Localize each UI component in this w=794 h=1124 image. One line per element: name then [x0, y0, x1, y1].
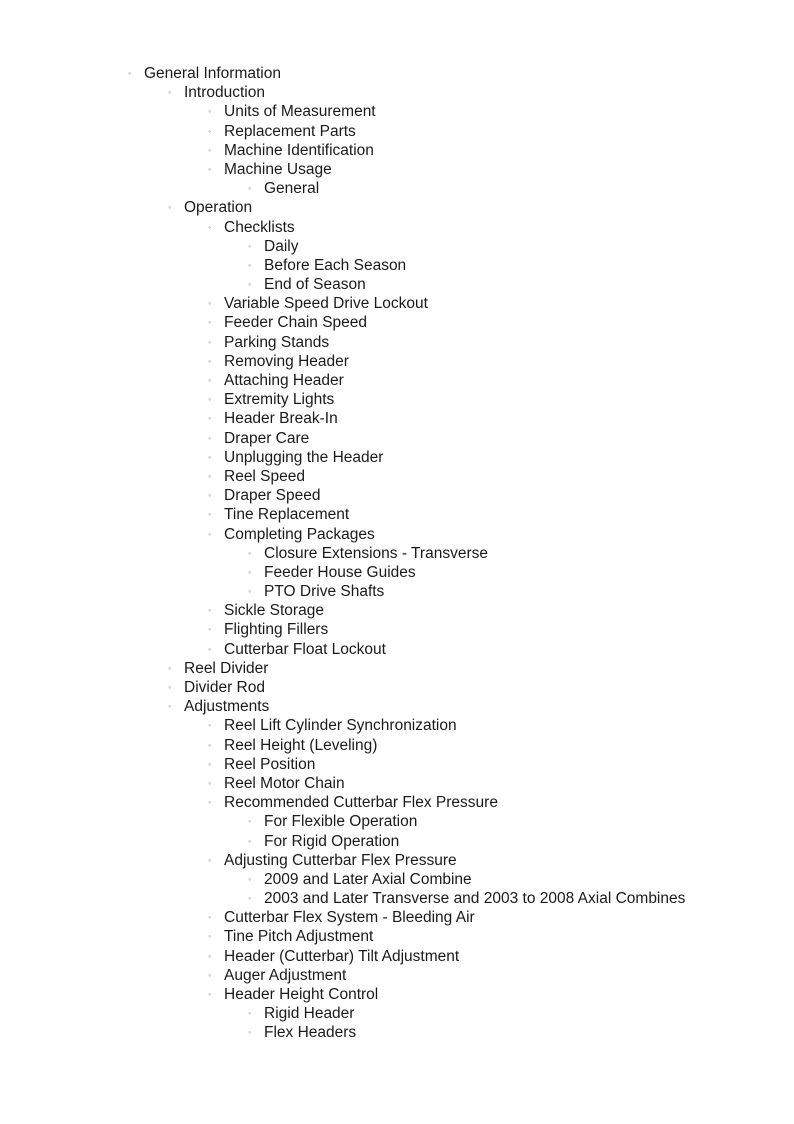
bullet-icon: ◦ — [208, 490, 212, 501]
toc-item-label: Parking Stands — [224, 333, 330, 351]
bullet-icon: ◦ — [208, 163, 212, 174]
toc-item-label: Before Each Season — [264, 256, 407, 274]
toc-item-label: Replacement Parts — [224, 122, 356, 140]
toc-item[interactable] — [0, 697, 794, 716]
toc-item[interactable] — [0, 716, 794, 735]
bullet-icon: ◦ — [208, 758, 212, 769]
bullet-icon: ◦ — [128, 68, 132, 78]
toc-item[interactable] — [0, 409, 794, 428]
toc-item[interactable] — [0, 198, 794, 217]
bullet-icon: ◦ — [248, 547, 252, 558]
bullet-icon: ◦ — [208, 931, 212, 942]
toc-item-label: Adjusting Cutterbar Flex Pressure — [224, 851, 457, 869]
toc-item[interactable] — [0, 544, 794, 563]
toc-item-label: Closure Extensions - Transverse — [264, 544, 488, 562]
toc-item[interactable] — [0, 505, 794, 524]
toc-item[interactable] — [0, 218, 794, 237]
toc-item-label: Tine Replacement — [224, 506, 350, 524]
bullet-icon: ◦ — [248, 835, 252, 846]
bullet-icon: ◦ — [208, 854, 212, 865]
table-of-contents — [0, 64, 794, 1043]
bullet-icon: ◦ — [208, 106, 212, 117]
toc-item-label: Variable Speed Drive Lockout — [224, 295, 428, 313]
toc-item[interactable] — [0, 774, 794, 793]
toc-item-label: Unplugging the Header — [224, 448, 384, 466]
bullet-icon: ◦ — [208, 950, 212, 961]
bullet-icon: ◦ — [208, 144, 212, 155]
bullet-icon: ◦ — [208, 912, 212, 923]
toc-item[interactable] — [0, 832, 794, 851]
toc-item[interactable] — [0, 371, 794, 390]
toc-item[interactable] — [0, 313, 794, 332]
bullet-icon: ◦ — [208, 720, 212, 731]
toc-item[interactable] — [0, 429, 794, 448]
toc-item-label: Introduction — [184, 84, 265, 102]
bullet-icon: ◦ — [248, 240, 252, 251]
bullet-icon: ◦ — [208, 394, 212, 405]
bullet-icon: ◦ — [168, 701, 172, 712]
bullet-icon: ◦ — [208, 989, 212, 999]
toc-item-label: Divider Rod — [184, 679, 265, 696]
toc-item-label: Attaching Header — [224, 372, 344, 389]
toc-item-label: Machine Usage — [224, 160, 332, 178]
toc-item-label: Units of Measurement — [224, 103, 376, 121]
toc-item-label: General Information — [144, 65, 281, 82]
bullet-icon: ◦ — [208, 125, 212, 136]
toc-item-label: Rigid Header — [264, 1005, 355, 1023]
toc-item[interactable] — [0, 237, 794, 256]
toc-item-label: Draper Speed — [224, 487, 321, 505]
toc-item[interactable] — [0, 947, 794, 966]
bullet-icon: ◦ — [248, 566, 252, 577]
bullet-icon: ◦ — [208, 624, 212, 635]
toc-item[interactable] — [0, 908, 794, 927]
toc-item[interactable] — [0, 601, 794, 620]
bullet-icon: ◦ — [248, 183, 252, 194]
toc-item[interactable] — [0, 678, 794, 697]
bullet-icon: ◦ — [208, 336, 212, 347]
toc-item-label: Header Break-In — [224, 410, 338, 428]
bullet-icon: ◦ — [248, 586, 252, 597]
toc-item[interactable] — [0, 160, 794, 179]
toc-item[interactable] — [0, 870, 794, 889]
toc-item[interactable] — [0, 486, 794, 505]
toc-item-label: Header Height Control — [224, 986, 379, 1003]
toc-item-label: For Rigid Operation — [264, 832, 400, 850]
toc-item-label: Feeder Chain Speed — [224, 314, 368, 332]
bullet-icon: ◦ — [168, 202, 172, 213]
toc-item-label: General — [264, 180, 320, 198]
toc-item[interactable] — [0, 889, 794, 908]
toc-item-label: Reel Speed — [224, 467, 306, 485]
toc-item[interactable] — [0, 333, 794, 352]
toc-item[interactable] — [0, 275, 794, 294]
bullet-icon: ◦ — [248, 873, 252, 884]
toc-item[interactable] — [0, 659, 794, 678]
toc-item-label: Removing Header — [224, 352, 349, 370]
toc-item[interactable] — [0, 122, 794, 141]
toc-item[interactable] — [0, 448, 794, 467]
bullet-icon: ◦ — [208, 413, 212, 424]
toc-item[interactable] — [0, 141, 794, 160]
toc-item-label: Auger Adjustment — [224, 966, 347, 984]
bullet-icon: ◦ — [208, 470, 212, 481]
bullet-icon: ◦ — [208, 509, 212, 520]
toc-item-label: Completing Packages — [224, 525, 375, 543]
bullet-icon: ◦ — [208, 355, 212, 366]
toc-item-label: Operation — [184, 199, 253, 217]
toc-item-label: 2003 and Later Transverse and 2003 to 2008 Axial Combines — [264, 890, 686, 908]
toc-item-label: PTO Drive Shafts — [264, 583, 385, 601]
toc-item-label: Tine Pitch Adjustment — [224, 928, 374, 946]
toc-item[interactable] — [0, 563, 794, 582]
toc-item[interactable] — [0, 640, 794, 659]
toc-item-label: Header (Cutterbar) Tilt Adjustment — [224, 947, 460, 965]
toc-item[interactable] — [0, 525, 794, 544]
toc-item-label: Reel Motor Chain — [224, 774, 345, 792]
toc-item-label: Adjustments — [184, 698, 270, 716]
toc-item-label: Reel Divider — [184, 659, 269, 677]
bullet-icon: ◦ — [248, 279, 252, 290]
toc-item-label: Recommended Cutterbar Flex Pressure — [224, 794, 498, 812]
toc-item-label: Cutterbar Flex System - Bleeding Air — [224, 909, 475, 927]
bullet-icon: ◦ — [248, 1008, 252, 1019]
toc-item[interactable] — [0, 812, 794, 831]
toc-item-label: Reel Height (Leveling) — [224, 736, 378, 754]
toc-item-label: Daily — [264, 237, 299, 255]
toc-item-label: Draper Care — [224, 429, 310, 447]
toc-item-label: Flex Headers — [264, 1024, 357, 1042]
toc-item[interactable] — [0, 294, 794, 313]
toc-item[interactable] — [0, 851, 794, 870]
bullet-icon: ◦ — [248, 816, 252, 827]
toc-item[interactable] — [0, 793, 794, 812]
toc-item[interactable] — [0, 927, 794, 946]
bullet-icon: ◦ — [248, 1027, 252, 1038]
toc-item[interactable] — [0, 256, 794, 275]
bullet-icon: ◦ — [208, 528, 212, 539]
toc-item[interactable] — [0, 736, 794, 755]
toc-item[interactable] — [0, 620, 794, 639]
bullet-icon: ◦ — [208, 432, 212, 443]
bullet-icon: ◦ — [248, 893, 252, 904]
toc-item-label: Extremity Lights — [224, 391, 335, 409]
toc-item[interactable] — [0, 64, 794, 83]
bullet-icon: ◦ — [168, 87, 172, 98]
toc-item[interactable] — [0, 582, 794, 601]
toc-item-label: Machine Identification — [224, 141, 374, 159]
toc-item-label: Reel Position — [224, 755, 316, 773]
toc-item[interactable] — [0, 467, 794, 486]
toc-item-label: For Flexible Operation — [264, 813, 418, 831]
bullet-icon: ◦ — [168, 682, 172, 692]
toc-item[interactable] — [0, 390, 794, 409]
bullet-icon: ◦ — [208, 451, 212, 462]
bullet-icon: ◦ — [208, 643, 212, 654]
toc-item[interactable] — [0, 102, 794, 121]
bullet-icon: ◦ — [248, 259, 252, 270]
toc-item-label: Sickle Storage — [224, 602, 324, 620]
bullet-icon: ◦ — [208, 777, 212, 788]
toc-item-label: Reel Lift Cylinder Synchronization — [224, 717, 457, 735]
bullet-icon: ◦ — [208, 298, 212, 309]
toc-item-label: Flighting Fillers — [224, 621, 329, 639]
toc-item[interactable] — [0, 179, 794, 198]
bullet-icon: ◦ — [208, 317, 212, 328]
toc-item[interactable] — [0, 985, 794, 1004]
toc-item[interactable] — [0, 966, 794, 985]
toc-item[interactable] — [0, 1023, 794, 1042]
toc-item-label: 2009 and Later Axial Combine — [264, 870, 472, 888]
bullet-icon: ◦ — [208, 797, 212, 808]
toc-item-label: Cutterbar Float Lockout — [224, 640, 386, 658]
bullet-icon: ◦ — [208, 605, 212, 616]
toc-item-label: End of Season — [264, 276, 366, 294]
toc-item[interactable] — [0, 755, 794, 774]
toc-item[interactable] — [0, 83, 794, 102]
toc-item-label: Checklists — [224, 218, 295, 236]
bullet-icon: ◦ — [208, 375, 212, 385]
toc-item[interactable] — [0, 1004, 794, 1023]
toc-item[interactable] — [0, 352, 794, 371]
bullet-icon: ◦ — [208, 739, 212, 750]
bullet-icon: ◦ — [168, 662, 172, 673]
bullet-icon: ◦ — [208, 221, 212, 232]
bullet-icon: ◦ — [208, 969, 212, 980]
toc-item-label: Feeder House Guides — [264, 563, 416, 581]
